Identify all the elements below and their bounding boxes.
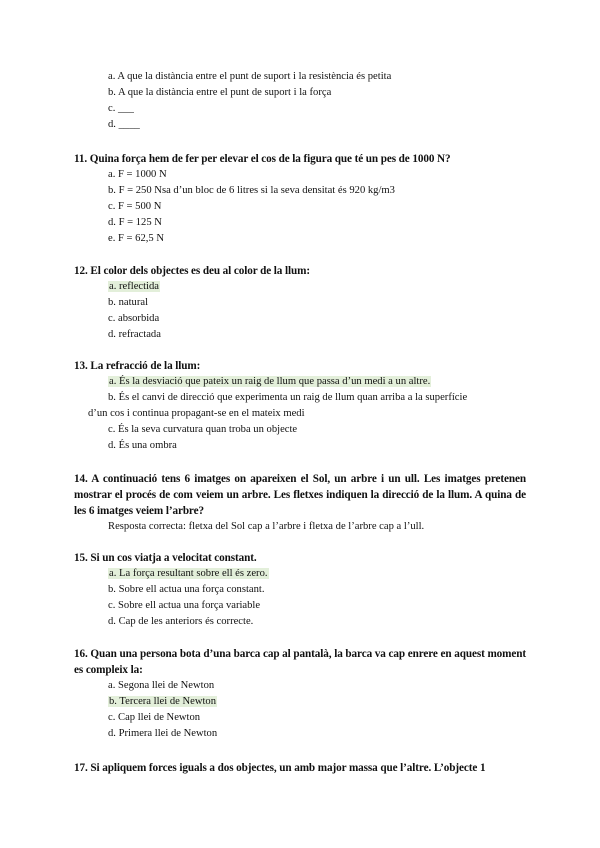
- question-title: 15. Si un cos viatja a velocitat constant.: [74, 552, 257, 564]
- option: a. A que la distància entre el punt de suport i la resistència és petita: [108, 71, 392, 82]
- option: c. Sobre ell actua una força variable: [108, 600, 261, 611]
- question-title: 17. Si apliquem forces iguals a dos objectes, un amb major massa que l’altre. L’objecte 1: [74, 762, 486, 774]
- option: a. Segona llei de Newton: [108, 680, 215, 691]
- option: a. F = 1000 N: [108, 169, 167, 180]
- option: d. refractada: [108, 329, 161, 340]
- option: d. F = 125 N: [108, 217, 162, 228]
- question-title: 11. Quina força hem de fer per elevar el cos de la figura que té un pes de 1000 N?: [74, 153, 451, 165]
- option: c. És la seva curvatura quan troba un objecte: [108, 424, 298, 435]
- question-14: [74, 471, 526, 535]
- option: c. ___: [108, 103, 134, 114]
- option: b. És el canvi de direcció que experimenta un raig de llum quan arriba a la superfície: [108, 392, 468, 403]
- question-title: 13. La refracció de la llum:: [74, 360, 201, 372]
- option: b. Sobre ell actua una força constant.: [108, 584, 265, 595]
- option: c. Cap llei de Newton: [108, 712, 201, 723]
- question-15: [74, 551, 526, 630]
- question-title: 14. A continuació tens 6 imatges on apareixen el Sol, un arbre i un ull. Les imatges pretenen mostrar el procés de com veiem un arbre. Les fletxes indiquen la direcció de la llum. A quina de les 6 imatges veiem l’arbre?: [74, 473, 526, 517]
- option: d. ____: [108, 119, 140, 130]
- question-13: [74, 359, 526, 454]
- option: c. absorbida: [108, 313, 160, 324]
- correct-option: a. És la desviació que pateix un raig de llum que passa d’un medi a un altre.: [109, 376, 431, 387]
- answer-text: Resposta correcta: fletxa del Sol cap a l’arbre i fletxa de l’arbre cap a l’ull.: [108, 521, 425, 532]
- option: d. Primera llei de Newton: [108, 728, 218, 739]
- option: d. Cap de les anteriors és correcte.: [108, 616, 254, 627]
- question-12: [74, 264, 526, 343]
- question-10: [74, 69, 526, 133]
- question-title: 12. El color dels objectes es deu al color de la llum:: [74, 265, 310, 277]
- question-11: [74, 152, 526, 247]
- question-16: [74, 646, 526, 742]
- option: e. F = 62,5 N: [108, 233, 164, 244]
- option: b. natural: [108, 297, 149, 308]
- question-title: 16. Quan una persona bota d’una barca cap al pantalà, la barca va cap enrere en aquest moment es compleix la:: [74, 648, 526, 676]
- question-17: [74, 761, 526, 776]
- option-continuation: d’un cos i continua propagant-se en el mateix medi: [88, 408, 305, 419]
- correct-option: b. Tercera llei de Newton: [109, 696, 217, 707]
- option: c. F = 500 N: [108, 201, 162, 212]
- option: b. F = 250 Nsa d’un bloc de 6 litres si la seva densitat és 920 kg/m3: [108, 185, 395, 196]
- option: d. És una ombra: [108, 440, 177, 451]
- option: b. A que la distància entre el punt de suport i la força: [108, 87, 332, 98]
- correct-option: a. reflectida: [109, 281, 159, 292]
- correct-option: a. La força resultant sobre ell és zero.: [109, 568, 268, 579]
